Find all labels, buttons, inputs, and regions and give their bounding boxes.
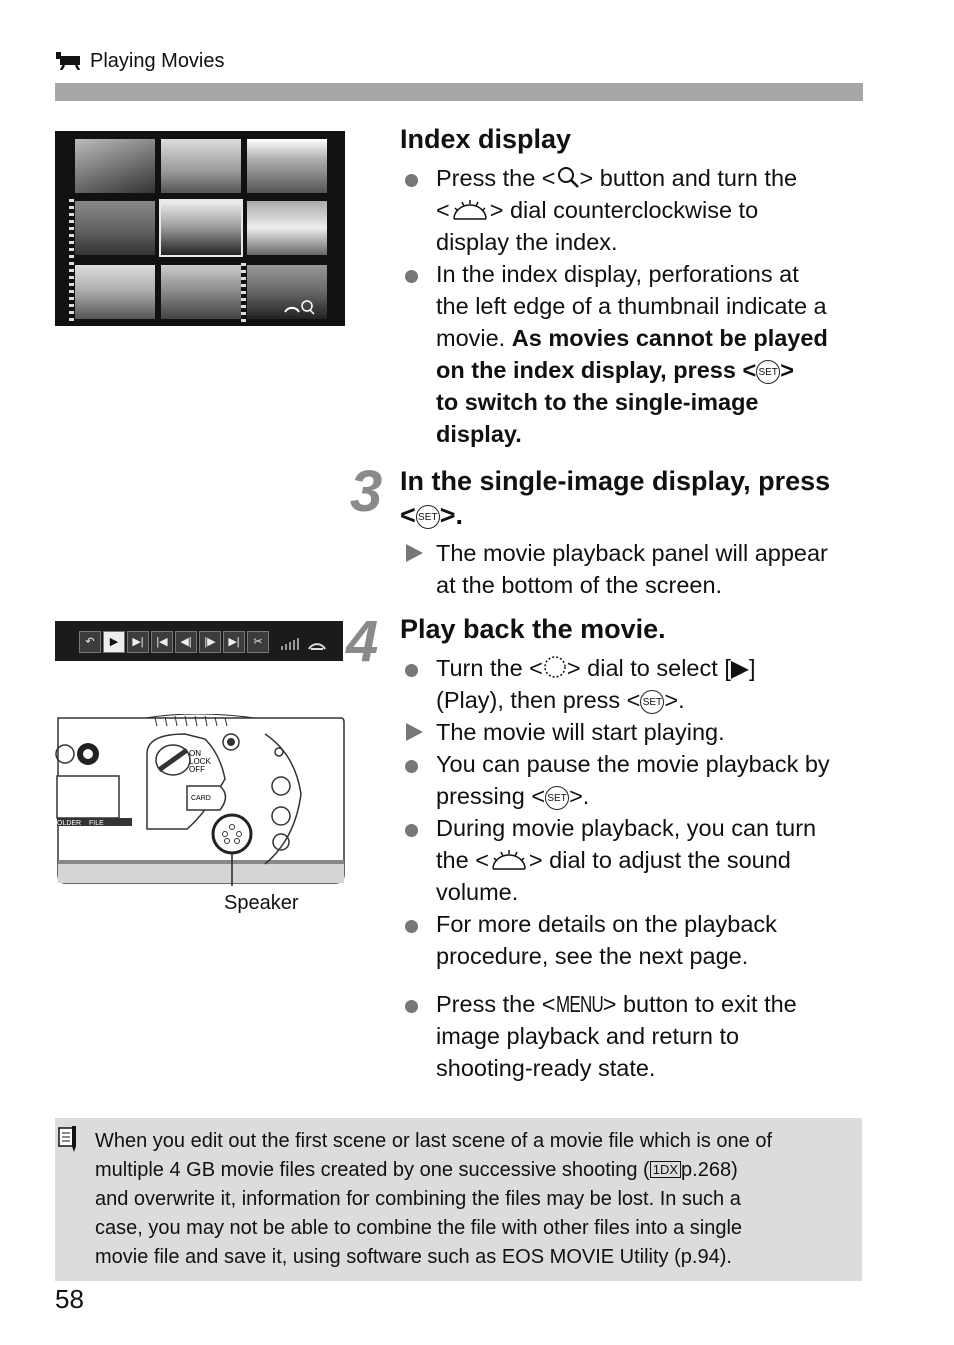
- play-icon: ▶: [730, 655, 749, 681]
- note-text: When you edit out the first scene or last scene of a movie file which is one of multiple 4 GB movie files created by one successive shooting ( 1DX p.268) and overwrite it, information for combining the files may be lost. In such a case, you may not be able to combine the file with other files into a single movie file and save it, using software such as EOS MOVIE Utility (p.94).: [95, 1130, 773, 1268]
- menu-button-label: MENU: [555, 991, 603, 1017]
- step4-heading: Play back the movie.: [400, 614, 666, 644]
- thumbnail: [161, 139, 241, 193]
- note-pencil-icon: [57, 1124, 79, 1154]
- switch-lock-label: LOCK: [189, 757, 211, 766]
- movie-camera-icon: [56, 52, 82, 70]
- switch-on-label: ON: [189, 749, 201, 758]
- bullet: [405, 174, 418, 187]
- step4-bullet-5: Press the <MENU> button to exit the image playback and return to shooting-ready state.: [436, 988, 797, 1084]
- first-frame-icon: |◀: [151, 631, 173, 653]
- header-bar: [55, 83, 863, 101]
- slow-motion-icon: ▶|: [127, 631, 149, 653]
- step4-bullet-4: For more details on the playback procedure, see the next page.: [436, 911, 777, 969]
- play-icon: ▶: [103, 631, 125, 653]
- index-bullet-2: In the index display, perforations at the left edge of a thumbnail indicate a movie. As movies cannot be played on the index display, press < SET> to switch to the single-image display.: [436, 261, 828, 447]
- step4-bullet-2: You can pause the movie playback by pressing < SET>.: [436, 751, 830, 809]
- quick-control-dial-icon: [543, 655, 567, 679]
- step3-result: The movie playback panel will appear at the bottom of the screen.: [436, 540, 828, 598]
- bullet: [405, 270, 418, 283]
- index-display-image: [55, 131, 345, 326]
- next-frame-icon: |▶: [199, 631, 221, 653]
- set-button-icon: SET: [640, 690, 664, 714]
- thumbnail: [75, 139, 155, 193]
- set-button-icon: SET: [756, 360, 780, 384]
- movie-playback-panel: [55, 621, 343, 661]
- thumbnail: [247, 139, 327, 193]
- perforations: [241, 263, 246, 323]
- card-label: CARD: [191, 795, 211, 802]
- bullet: [405, 664, 418, 677]
- index-display-heading: Index display: [400, 124, 572, 154]
- result-arrow-icon: [406, 544, 423, 562]
- thumbnail: [161, 265, 241, 319]
- thumbnail: [75, 201, 155, 255]
- thumbnail-selected: [161, 201, 241, 255]
- set-button-icon: SET: [416, 505, 440, 529]
- step3-heading: In the single-image display, press < SET>.: [400, 466, 831, 530]
- switch-off-label: OFF: [189, 765, 205, 774]
- perforations: [69, 199, 74, 324]
- magnify-icon: [556, 165, 580, 189]
- previous-frame-icon: ◀|: [175, 631, 197, 653]
- bullet: [405, 1000, 418, 1013]
- folder-label: OLDER: [57, 820, 82, 827]
- page-number: 58: [55, 1284, 84, 1314]
- index-bullet-1: Press the < > button and turn the < > dial counterclockwise to display the index.: [436, 165, 798, 255]
- header-title: Playing Movies: [90, 50, 225, 72]
- step-number-3: 3: [350, 459, 383, 524]
- bullet: [405, 920, 418, 933]
- exit-icon: ↶: [79, 631, 101, 653]
- last-frame-icon: ▶|: [223, 631, 245, 653]
- dial-magnify-icon: [283, 299, 317, 315]
- step4-bullet-3: During movie playback, you can turn the < > dial to adjust the sound volume.: [436, 815, 817, 905]
- edit-scissors-icon: ✂: [247, 631, 269, 653]
- file-label: FILE: [89, 820, 104, 827]
- speaker-label: Speaker: [224, 892, 299, 914]
- main-dial-icon: [450, 199, 490, 221]
- thumbnail: [75, 265, 155, 319]
- bullet: [405, 824, 418, 837]
- bullet: [405, 760, 418, 773]
- result-arrow-icon: [406, 723, 423, 741]
- volume-icon: [277, 633, 337, 651]
- thumbnail: [247, 201, 327, 255]
- step4-result: The movie will start playing.: [436, 719, 725, 745]
- camera-back-illustration: [55, 714, 345, 886]
- reference-icon: 1DX: [650, 1161, 681, 1178]
- set-button-icon: SET: [545, 786, 569, 810]
- step4-bullet-1: Turn the < > dial to select [▶] (Play), then press < SET>.: [436, 655, 756, 713]
- step-number-4: 4: [346, 609, 379, 674]
- main-dial-icon: [489, 849, 529, 871]
